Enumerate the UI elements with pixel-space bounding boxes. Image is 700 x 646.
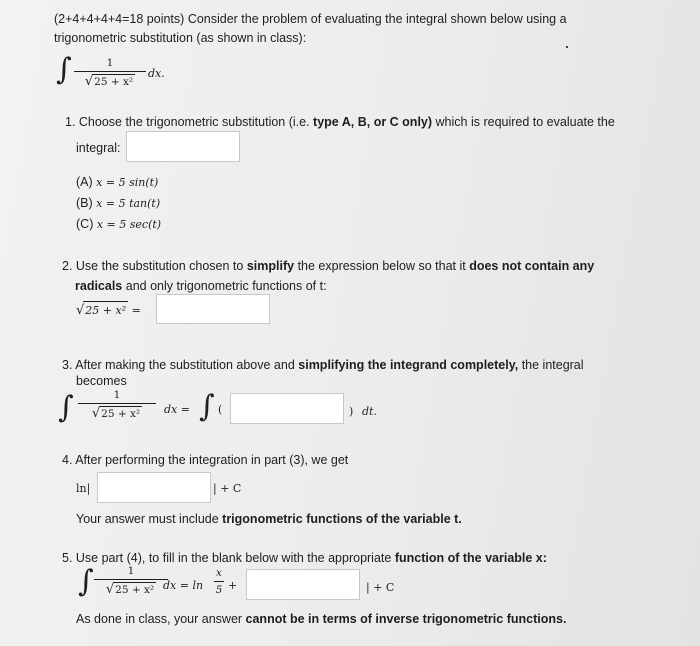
option-b-expr: x = 5 tan(t): [96, 197, 161, 210]
q2-p6: and only trigonometric functions of t:: [122, 279, 327, 293]
q1-prompt: [65, 115, 615, 130]
q3-numerator: 1: [113, 389, 121, 401]
q5-plus-c: | + C: [366, 581, 395, 594]
q2-prompt: [62, 259, 594, 274]
q2-prompt-line2: [75, 279, 327, 294]
q1-prompt-b: type A, B, or C only): [313, 115, 433, 129]
q5-note-a: As done in class, your answer: [76, 612, 246, 626]
q4-note: [76, 512, 462, 527]
q2-p4: does not contain any: [469, 259, 595, 273]
fraction-bar: [74, 71, 146, 72]
q3-dt: dt.: [362, 405, 377, 418]
q5-x: x: [216, 567, 222, 579]
q5-integral-sign: ∫: [78, 564, 94, 599]
q1-prompt-a: 1. Choose the trigonometric substitution (i.e.: [65, 115, 314, 129]
option-b: [76, 196, 160, 211]
q5-note: [76, 612, 566, 627]
q3-denominator: √25 + x²: [91, 406, 141, 421]
q3-radicand: 25 + x²: [101, 408, 141, 420]
q2-answer-input[interactable]: [156, 294, 270, 324]
option-c: [76, 217, 161, 232]
q2-equals: =: [131, 304, 141, 317]
q3-close-paren: ): [349, 405, 354, 418]
q2-p3: the expression below so that it: [294, 259, 470, 273]
q2-radicand: 25 + x²: [83, 301, 128, 318]
option-b-label: (B): [76, 196, 93, 210]
q3-p1: 3. After making the substitution above and: [62, 358, 299, 372]
fraction-numerator: 1: [106, 57, 114, 69]
integral-sign: ∫: [56, 52, 72, 87]
option-c-expr: x = 5 sec(t): [96, 218, 162, 231]
q2-radical-expr: √25 + x² =: [76, 303, 141, 318]
q5-denominator: √25 + x²: [105, 582, 155, 597]
q3-integral-sign: ∫: [58, 390, 74, 425]
option-a-expr: x = 5 sin(t): [96, 176, 159, 189]
q3-becomes: becomes: [76, 374, 127, 388]
q5-plus: +: [228, 579, 238, 592]
q4-note-b: trigonometric functions of the variable t.: [222, 512, 462, 526]
q5-p2: function of the variable x:: [394, 551, 547, 565]
q1-prompt-c: which is required to evaluate the: [432, 115, 615, 129]
q5-p1: 5. Use part (4), to fill in the blank below with the appropriate: [62, 551, 395, 565]
q5-numerator: 1: [127, 565, 135, 577]
q5-five: 5: [215, 584, 223, 596]
q5-answer-input[interactable]: [246, 569, 360, 600]
q4-note-a: Your answer must include: [76, 512, 223, 526]
q3-fraction-bar: [78, 403, 156, 404]
q5-fraction: [94, 564, 168, 597]
problem-header: [54, 12, 567, 27]
q4-answer-input[interactable]: [97, 472, 211, 503]
q5-x-bar: [214, 581, 224, 582]
q3-p3: the integral: [518, 358, 584, 372]
q5-dx-ln: dx = ln: [163, 579, 204, 592]
radicand: 25 + x²: [94, 76, 134, 88]
option-a-label: (A): [76, 175, 93, 189]
intro-text: Consider the problem of evaluating the integral shown below using a: [187, 12, 567, 26]
q4-plus-c: | + C: [213, 482, 242, 495]
q5-radicand: 25 + x²: [115, 584, 155, 596]
q2-p1: 2. Use the substitution chosen to: [62, 259, 247, 273]
q4-ln: ln|: [76, 482, 91, 495]
option-c-label: (C): [76, 217, 94, 231]
q5-note-b: cannot be in terms of inverse trigonometric functions.: [245, 612, 567, 626]
q3-p2: simplifying the integrand completely,: [298, 358, 519, 372]
option-a: [76, 175, 158, 190]
differential-dx: dx.: [148, 67, 165, 80]
q3-answer-input[interactable]: [230, 393, 344, 424]
q3-integral-sign-2: ∫: [199, 389, 215, 424]
q3-dx-equals: dx =: [164, 403, 190, 416]
q5-fraction-bar: [94, 579, 168, 580]
q3-open-paren: (: [218, 403, 223, 416]
q3-prompt: [62, 358, 584, 373]
q2-p2: simplify: [246, 259, 295, 273]
q1-integral-label: integral:: [76, 141, 121, 155]
q4-prompt: 4. After performing the integration in part (3), we get: [62, 453, 349, 467]
fraction-denominator: √25 + x²: [84, 74, 134, 89]
main-integral-fraction: [74, 56, 146, 89]
q5-x-over-5: [214, 566, 224, 596]
intro-line-2: trigonometric substitution (as shown in class):: [54, 31, 307, 45]
q2-p5: radicals: [75, 279, 123, 293]
stray-dot: [566, 46, 568, 48]
q1-answer-input[interactable]: [126, 131, 240, 162]
q3-fraction: [78, 388, 156, 421]
points-label: (2+4+4+4+4=18 points): [54, 12, 185, 26]
